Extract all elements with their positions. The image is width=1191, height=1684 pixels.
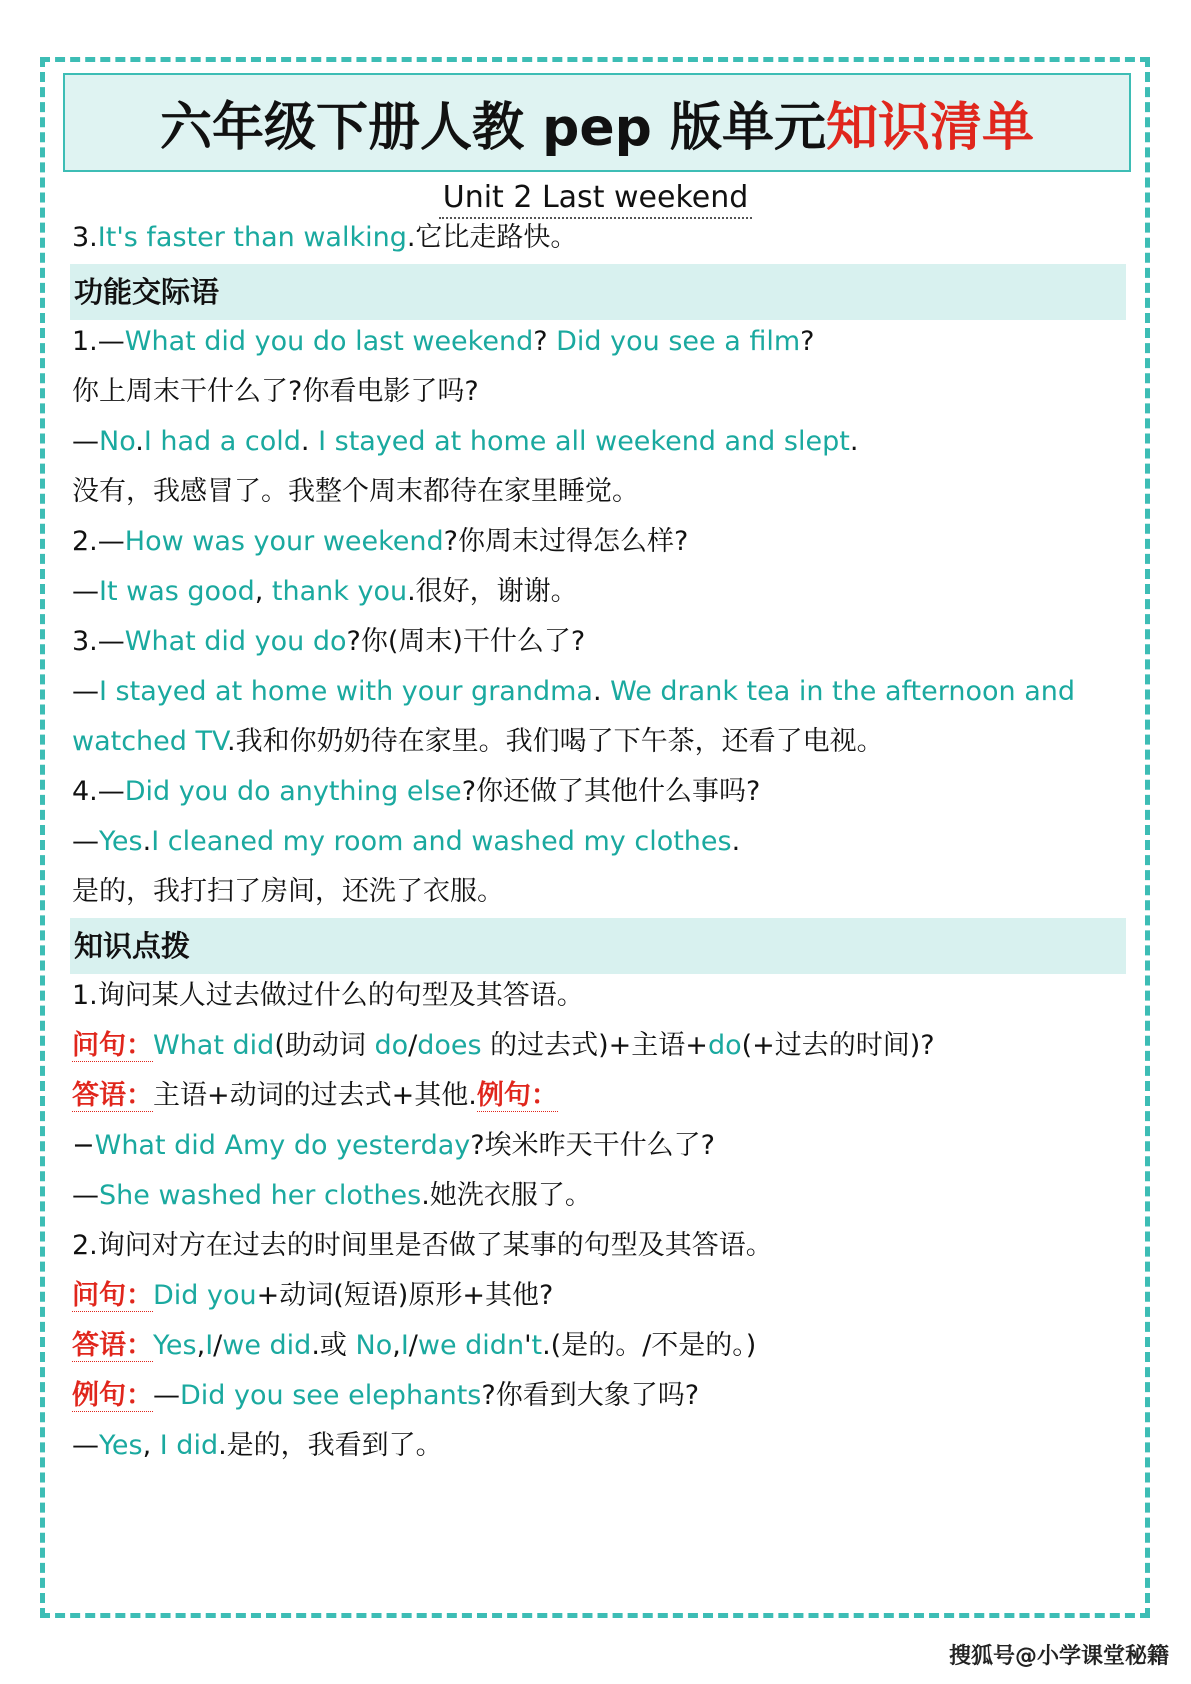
section-header-communication: 功能交际语 xyxy=(70,264,1126,320)
text-line-11: 4.—Did you do anything else?你还做了其他什么事吗? xyxy=(72,776,761,807)
text-line-10: watched TV.我和你奶奶待在家里。我们喝了下午茶，还看了电视。 xyxy=(72,726,884,757)
section-header-knowledge: 知识点拨 xyxy=(70,918,1126,974)
text-line-21: 答语：Yes,I/we did.或 No,I/we didn't.(是的。/不是的。) xyxy=(72,1330,757,1361)
watermark: 搜狐号@小学课堂秘籍 xyxy=(948,1644,1169,1669)
title-main: 六年级下册人教 pep 版单元 xyxy=(160,98,826,158)
title-highlight: 知识清单 xyxy=(825,98,1034,158)
text-line-4: —No.I had a cold. I stayed at home all weekend and slept. xyxy=(72,426,859,457)
text-line-7: —It was good, thank you.很好，谢谢。 xyxy=(72,576,578,607)
title-banner xyxy=(63,73,1131,172)
text-line-5: 没有，我感冒了。我整个周末都待在家里睡觉。 xyxy=(72,476,639,507)
text-line-22: 例句：—Did you see elephants?你看到大象了吗? xyxy=(72,1380,700,1411)
text-line-19: 2.询问对方在过去的时间里是否做了某事的句型及其答语。 xyxy=(72,1230,773,1261)
text-line-18: —She washed her clothes.她洗衣服了。 xyxy=(72,1180,592,1211)
text-line-17: −What did Amy do yesterday?埃米昨天干什么了? xyxy=(72,1130,715,1161)
text-line-23: —Yes, I did.是的，我看到了。 xyxy=(72,1430,443,1461)
text-line-6: 2.—How was your weekend?你周末过得怎么样? xyxy=(72,526,689,557)
text-line-8: 3.—What did you do?你(周末)干什么了? xyxy=(72,626,586,657)
text-line-12: —Yes.I cleaned my room and washed my clothes. xyxy=(72,826,741,857)
text-line-15: 问句：What did(助动词 do/does 的过去式)+主语+do(+过去的时间)? xyxy=(72,1030,935,1061)
text-line-1: 3.It's faster than walking.它比走路快。 xyxy=(72,222,578,253)
text-line-3: 你上周末干什么了?你看电影了吗? xyxy=(72,376,479,407)
text-line-16: 答语：主语+动词的过去式+其他.例句： xyxy=(72,1080,558,1111)
text-line-2: 1.—What did you do last weekend? Did you see a film? xyxy=(72,326,815,357)
text-line-13: 是的，我打扫了房间，还洗了衣服。 xyxy=(72,876,504,907)
text-line-20: 问句：Did you+动词(短语)原形+其他? xyxy=(72,1280,554,1311)
unit-subtitle: Unit 2 Last weekend xyxy=(0,180,1191,215)
text-line-14: 1.询问某人过去做过什么的句型及其答语。 xyxy=(72,980,584,1011)
text-line-9: —I stayed at home with your grandma. We drank tea in the afternoon and xyxy=(72,676,1075,707)
